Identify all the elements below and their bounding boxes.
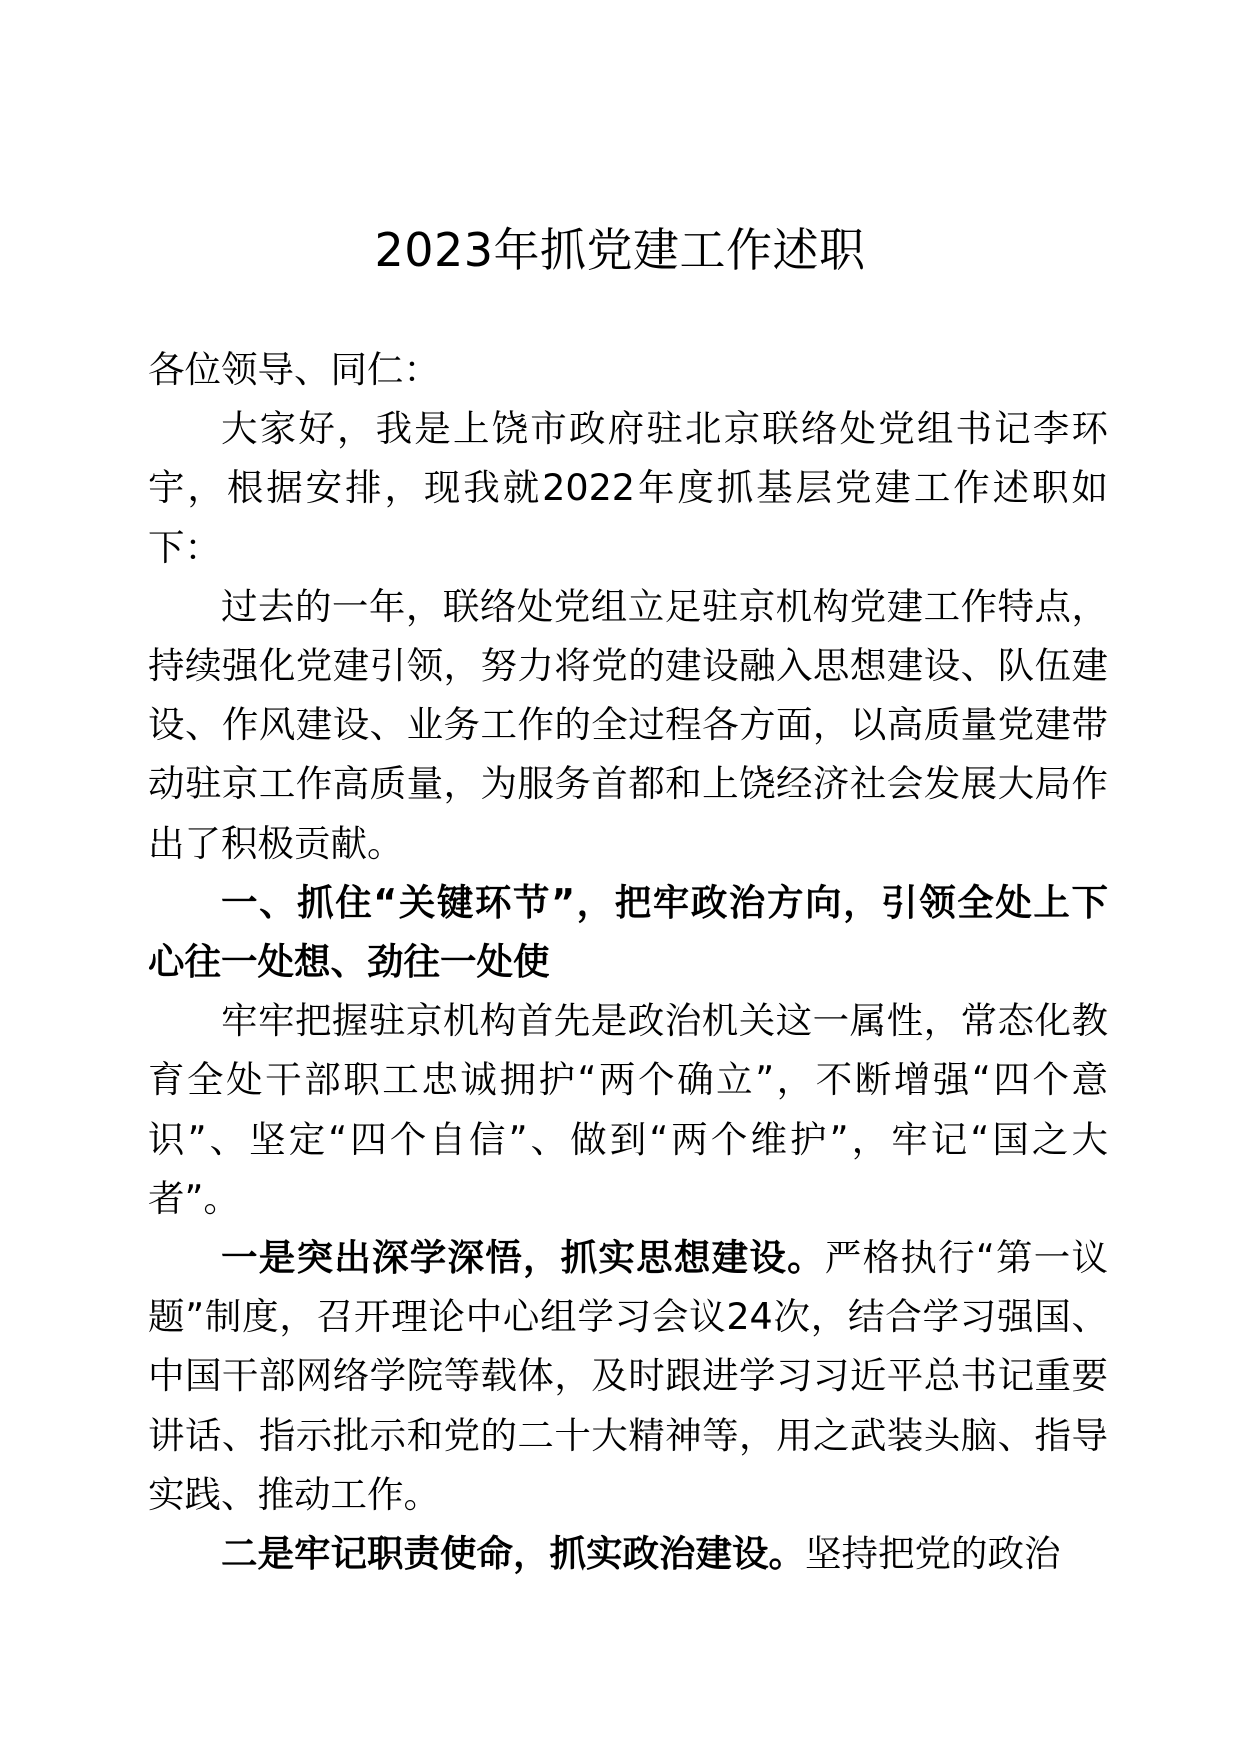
document-body: [148, 340, 1108, 1583]
item-paragraph-2: [148, 1524, 1108, 1583]
item-paragraph-1: [148, 1228, 1108, 1524]
overview-paragraph: 过去的一年，联络处党组立足驻京机构党建工作特点，持续强化党建引领，努力将党的建设融入思想建设、队伍建设、作风建设、业务工作的全过程各方面，以高质量党建带动驻京工作高质量，为服务首都和上饶经济社会发展大局作出了积极贡献。: [148, 584, 1108, 865]
section-heading-1: 一、抓住“关键环节”，把牢政治方向，引领全处上下心往一处想、劲往一处使: [148, 880, 1108, 984]
item-text-2: 坚持把党的政治: [805, 1532, 1061, 1576]
item-lead-2: 二是牢记职责使命，抓实政治建设。: [221, 1532, 805, 1576]
intro-paragraph: 大家好，我是上饶市政府驻北京联络处党组书记李环宇，根据安排，现我就2022年度抓基层党建工作述职如下：: [148, 407, 1108, 569]
document-title: 2023年抓党建工作述职: [374, 223, 866, 277]
item-text-1: 严格执行“第一议题”制度，召开理论中心组学习会议24次，结合学习强国、中国干部网络学院等载体，及时跟进学习习近平总书记重要讲话、指示批示和党的二十大精神等，用之武装头脑、指导实践、推动工作。: [148, 1236, 1108, 1516]
salutation: 各位领导、同仁：: [148, 348, 440, 391]
item-lead-1: 一是突出深学深悟，抓实思想建设。: [221, 1236, 825, 1280]
section-paragraph-1: 牢牢把握驻京机构首先是政治机关这一属性，常态化教育全处干部职工忠诚拥护“两个确立”，不断增强“四个意识”、坚定“四个自信”、做到“两个维护”，牢记“国之大者”。: [148, 999, 1108, 1220]
